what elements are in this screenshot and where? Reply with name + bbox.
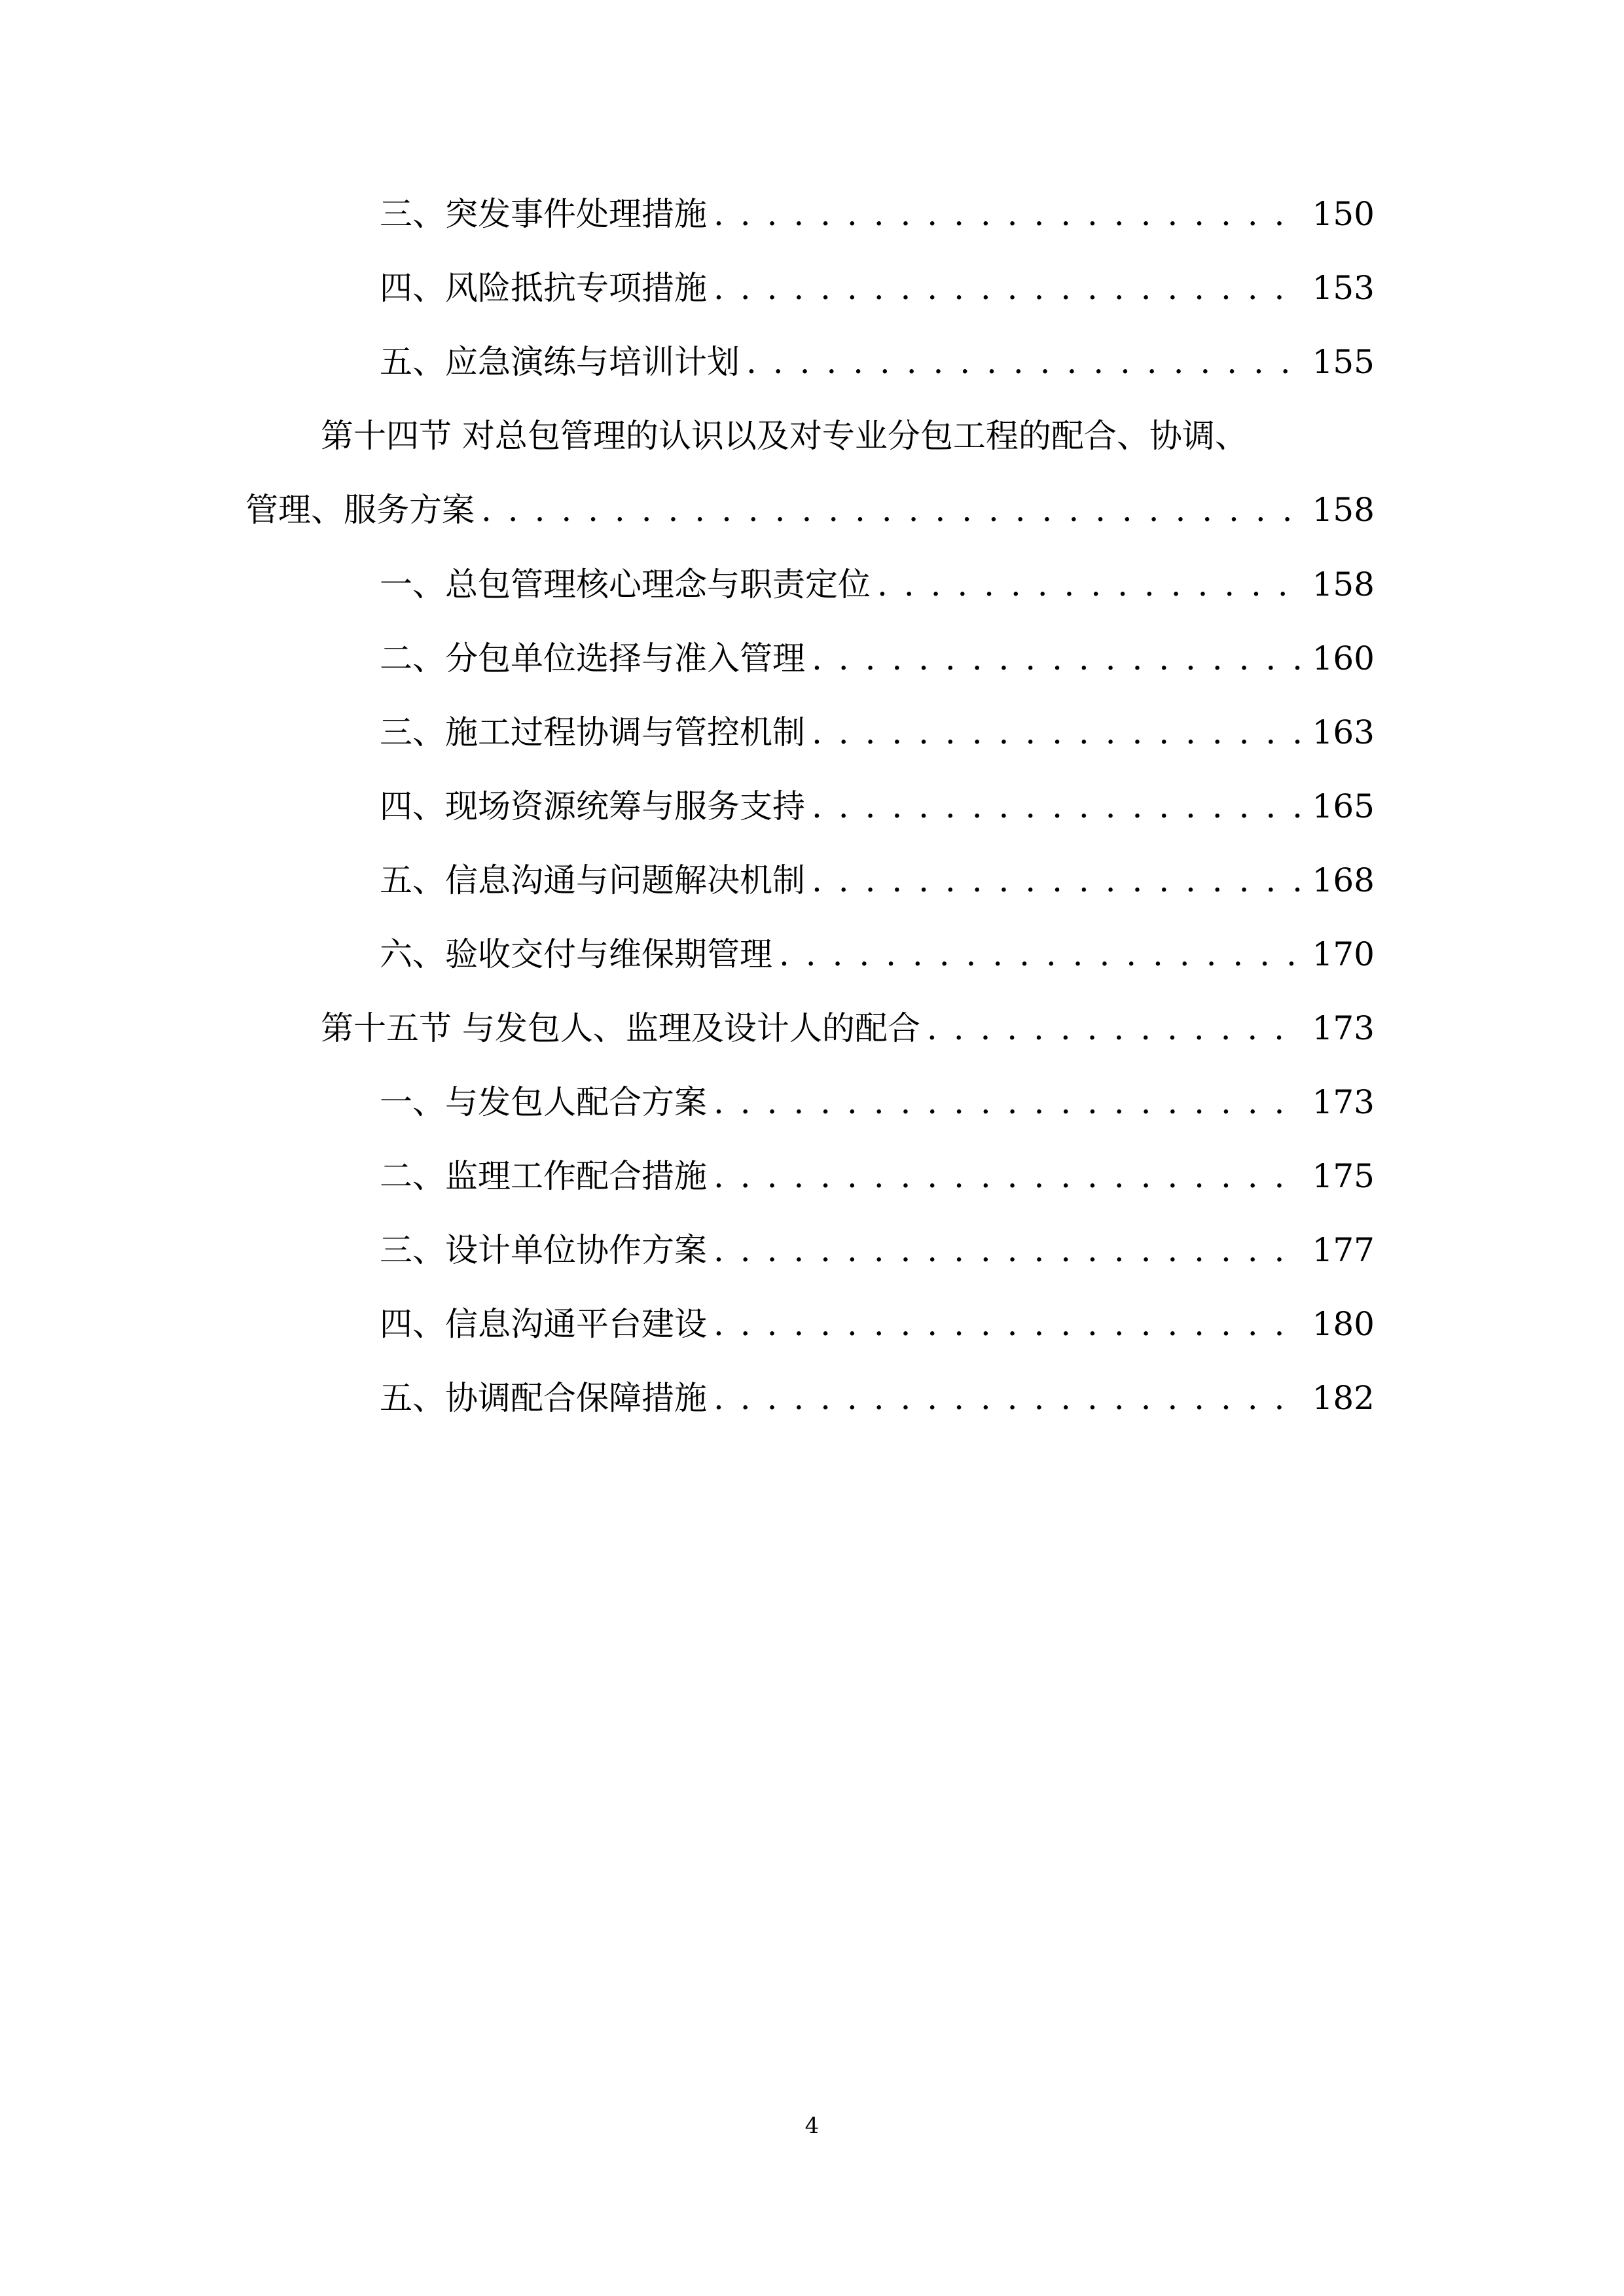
toc-entry-number: 一、 bbox=[380, 565, 445, 603]
toc-entry-page: 168 bbox=[1312, 861, 1375, 899]
dot-leader bbox=[746, 339, 1303, 385]
toc-entry-page: 165 bbox=[1312, 787, 1375, 825]
toc-entry[interactable] bbox=[380, 1153, 1375, 1199]
toc-entry-page: 160 bbox=[1312, 639, 1375, 677]
toc-entry-number: 六、 bbox=[380, 935, 445, 973]
toc-entry-number: 二、 bbox=[380, 639, 445, 677]
toc-entry[interactable] bbox=[380, 1079, 1375, 1125]
toc-entry-number: 四、 bbox=[380, 1305, 445, 1343]
toc-section-title: 第十四节 对总包管理的认识以及对专业分包工程的配合、协调、 bbox=[321, 417, 1248, 455]
dot-leader bbox=[713, 1079, 1303, 1125]
toc-entry-page: 170 bbox=[1312, 935, 1375, 973]
toc-section-title: 第十五节 与发包人、监理及设计人的配合 bbox=[321, 1009, 920, 1047]
dot-leader bbox=[713, 1153, 1303, 1199]
toc-entry-page: 177 bbox=[1312, 1231, 1375, 1269]
dot-leader bbox=[812, 709, 1303, 755]
toc-entry-title: 风险抵抗专项措施 bbox=[445, 269, 707, 307]
toc-entry-page: 155 bbox=[1312, 343, 1375, 381]
toc-entry[interactable] bbox=[380, 857, 1375, 903]
toc-entry-page: 182 bbox=[1312, 1379, 1375, 1417]
toc-entry-page: 180 bbox=[1312, 1305, 1375, 1343]
dot-leader bbox=[713, 1301, 1303, 1347]
toc-entry-title: 施工过程协调与管控机制 bbox=[445, 713, 805, 751]
toc-entry[interactable] bbox=[380, 636, 1375, 681]
toc-entry-title: 总包管理核心理念与职责定位 bbox=[445, 565, 871, 603]
toc-entry-number: 三、 bbox=[380, 713, 445, 751]
dot-leader bbox=[812, 783, 1303, 829]
dot-leader bbox=[713, 1227, 1303, 1273]
toc-entry-page: 158 bbox=[1312, 491, 1375, 529]
toc-entry-number: 一、 bbox=[380, 1083, 445, 1121]
toc-entry-title: 协调配合保障措施 bbox=[445, 1379, 707, 1417]
toc-entry-number: 四、 bbox=[380, 269, 445, 307]
toc-entry-page: 163 bbox=[1312, 713, 1375, 751]
dot-leader bbox=[713, 191, 1303, 237]
toc-entry-number: 二、 bbox=[380, 1157, 445, 1195]
toc-entry[interactable] bbox=[380, 783, 1375, 829]
toc-entry[interactable] bbox=[380, 339, 1375, 385]
toc-section-title-continuation: 管理、服务方案 bbox=[245, 491, 475, 529]
toc-entry[interactable] bbox=[380, 1227, 1375, 1273]
dot-leader bbox=[927, 1005, 1303, 1051]
toc-entry-page: 173 bbox=[1312, 1009, 1375, 1047]
dot-leader bbox=[812, 636, 1303, 681]
toc-entry[interactable] bbox=[380, 1301, 1375, 1347]
dot-leader bbox=[779, 931, 1303, 977]
toc-entry[interactable] bbox=[380, 1375, 1375, 1421]
toc-entry-title: 应急演练与培训计划 bbox=[445, 343, 740, 381]
dot-leader bbox=[877, 562, 1303, 607]
toc-section-heading[interactable] bbox=[321, 1005, 1375, 1051]
toc-entry-page: 158 bbox=[1312, 565, 1375, 603]
toc-entry-title: 信息沟通平台建设 bbox=[445, 1305, 707, 1343]
toc-entry[interactable] bbox=[380, 709, 1375, 755]
toc-entry-title: 突发事件处理措施 bbox=[445, 195, 707, 233]
toc-entry-title: 与发包人配合方案 bbox=[445, 1083, 707, 1121]
toc-entry-title: 设计单位协作方案 bbox=[445, 1231, 707, 1269]
toc-entry-number: 五、 bbox=[380, 861, 445, 899]
toc-section-heading-continuation[interactable] bbox=[245, 487, 1375, 533]
dot-leader bbox=[713, 265, 1303, 311]
toc-entry-number: 四、 bbox=[380, 787, 445, 825]
dot-leader bbox=[713, 1375, 1303, 1421]
toc-entry-title: 分包单位选择与准入管理 bbox=[445, 639, 805, 677]
toc-entry-number: 五、 bbox=[380, 1379, 445, 1417]
toc-entry-number: 五、 bbox=[380, 343, 445, 381]
toc-entry-page: 153 bbox=[1312, 269, 1375, 307]
toc-entry-title: 验收交付与维保期管理 bbox=[445, 935, 772, 973]
toc-entry-page: 175 bbox=[1312, 1157, 1375, 1195]
toc-entry[interactable] bbox=[380, 265, 1375, 311]
toc-entry[interactable] bbox=[380, 191, 1375, 237]
toc-entry-title: 监理工作配合措施 bbox=[445, 1157, 707, 1195]
toc-entry-page: 173 bbox=[1312, 1083, 1375, 1121]
toc-entry-number: 三、 bbox=[380, 195, 445, 233]
toc-entry-number: 三、 bbox=[380, 1231, 445, 1269]
dot-leader bbox=[812, 857, 1303, 903]
toc-entry-page: 150 bbox=[1312, 195, 1375, 233]
toc-entry[interactable] bbox=[380, 931, 1375, 977]
dot-leader bbox=[481, 487, 1303, 533]
toc-entry-title: 信息沟通与问题解决机制 bbox=[445, 861, 805, 899]
toc-entry[interactable] bbox=[380, 562, 1375, 607]
toc-entry-title: 现场资源统筹与服务支持 bbox=[445, 787, 805, 825]
page-number-footer: 4 bbox=[804, 2113, 820, 2139]
toc-section-heading[interactable] bbox=[321, 413, 1375, 459]
